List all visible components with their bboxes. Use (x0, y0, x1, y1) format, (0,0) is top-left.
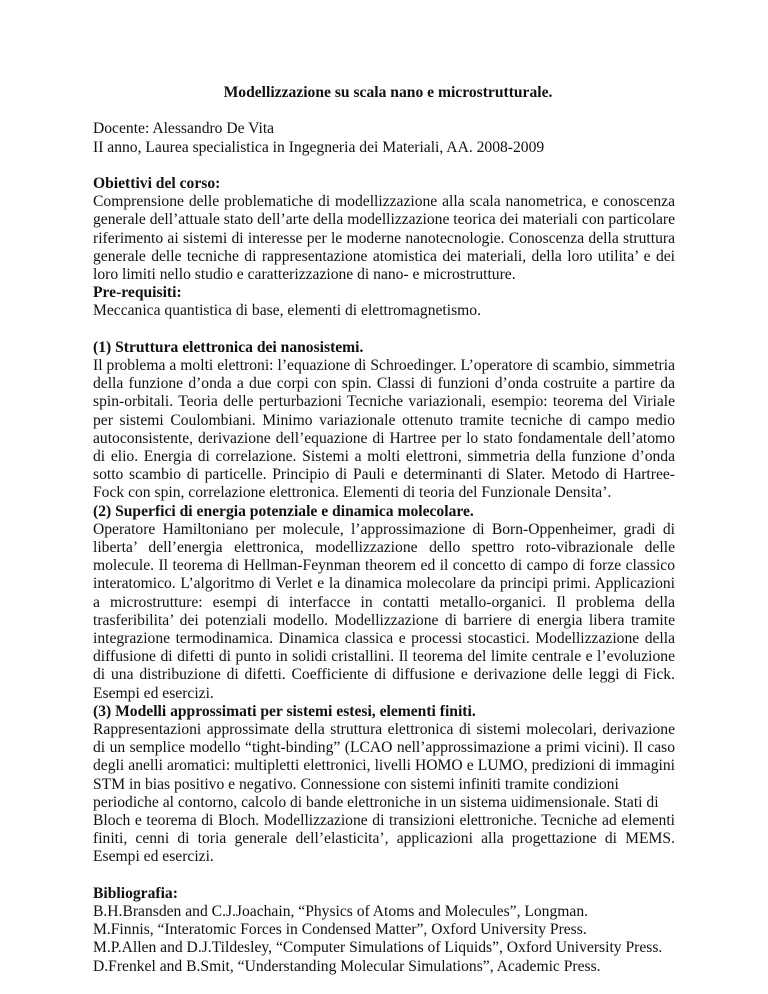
objectives-heading: Obiettivi del corso: (93, 174, 221, 192)
prerequisites-text: Meccanica quantistica di base, elementi di elettromagnetismo. (93, 302, 481, 320)
document-title: Modellizzazione su scala nano e microstrutturale. (223, 84, 553, 101)
section-3-text-c: Bloch e teorema di Bloch. Modellizzazione di transizioni elettroniche. Tecniche ad elementi finiti, cenni di toria generale dell’elasticita’, applicazioni alla progettazione di MEMS. Esempi ed esercizi. (93, 812, 675, 866)
bibliography-item: M.P.Allen and D.J.Tildesley, “Computer Simulations of Liquids”, Oxford University Press. (93, 939, 663, 957)
section-1-text: Il problema a molti elettroni: l’equazione di Schroedinger. L’operatore di scambio, simmetria della funzione d’onda a due corpi con spin. Classi di funzioni d’onda costruite a partire da spin-orbitali. Teoria delle perturbazioni Tecniche variazionali, esempio: teorema del Viriale per sistemi Coulombiani. Minimo variazionale ottenuto tramite tecniche di campo medio autoconsistente, derivazione dell’equazione di Hartree per lo stato fondamentale dell’atomo di elio. Energia di correlazione. Sistemi a molti elettroni, simmetria della funzione d’onda sotto scambio di particelle. Principio di Pauli e determinanti di Slater. Metodo di Hartree-Fock con spin, correlazione elettronica. Elementi di teoria del Funzionale Densita’. (93, 357, 675, 502)
bibliography-item: B.H.Bransden and C.J.Joachain, “Physics of Atoms and Molecules”, Longman. (93, 903, 589, 921)
prerequisites-heading: Pre-requisiti: (93, 284, 182, 302)
document-page (93, 84, 675, 976)
objectives-text: Comprensione delle problematiche di modellizzazione alla scala nanometrica, e conoscenza generale dell’attuale stato dell’arte della modellizzazione teorica dei materiali con particolare riferimento ai sistemi di interesse per le moderne nanotecnologie. Conoscenza della struttura generale delle tecniche di rappresentazione atomistica dei materiali, della loro utilita’ e dei loro limiti nello studio e caratterizzazione di nano- e microstrutture. (93, 193, 675, 283)
bibliography-item: M.Finnis, “Interatomic Forces in Condensed Matter”, Oxford University Press. (93, 921, 587, 939)
section-2-heading: (2) Superfici di energia potenziale e dinamica molecolare. (93, 502, 474, 520)
spacer (93, 321, 675, 339)
bibliography-heading: Bibliografia: (93, 884, 178, 902)
section-3-text-a: Rappresentazioni approssimate della struttura elettronica di sistemi molecolari, derivazione di un semplice modello “tight-binding” (LCAO nell’approssimazione a primi vicini). Il caso degli anelli aromatici: multipletti elettronici, livelli HOMO e LUMO, predizioni di immagini STM in bias positivo e negativo. Connessione con sistemi infiniti tramite condizioni (93, 721, 675, 793)
docente-line: Docente: Alessandro De Vita (93, 120, 275, 138)
spacer (93, 867, 675, 885)
section-2-text: Operatore Hamiltoniano per molecule, l’approssimazione di Born-Oppenheimer, gradi di liberta’ dell’energia elettronica, modellizzazione dello spettro roto-vibrazionale delle molecule. Il teorema di Hellman-Feynman theorem ed il concetto di campo di forze classico interatomico. L’algoritmo di Verlet e la dinamica molecolare da principi primi. Applicazioni a microstrutture: esempi di interfacce in contatti metallo-organici. Il problema della trasferibilita’ dei potenziali modello. Modellizzazione di barriere di energia libera tramite integrazione termodinamica. Dinamica classica e processi stocastici. Modellizzazione della diffusione di difetti di punto in solidi cristallini. Il teorema del limite centrale e l’evoluzione di una distribuzione di difetti. Coefficiente di diffusione e derivazione delle leggi di Fick. Esempi ed esercizi. (93, 520, 675, 702)
section-3-heading: (3) Modelli approssimati per sistemi estesi, elementi finiti. (93, 702, 476, 720)
section-3-text-b: periodiche al contorno, calcolo di bande elettroniche in un sistema uidimensionale. Stati di (93, 793, 659, 811)
course-year-line: II anno, Laurea specialistica in Ingegneria dei Materiali, AA. 2008-2009 (93, 138, 545, 156)
spacer (93, 157, 675, 175)
section-1-heading: (1) Struttura elettronica dei nanosistemi. (93, 338, 364, 356)
bibliography-item: D.Frenkel and B.Smit, “Understanding Molecular Simulations”, Academic Press. (93, 957, 601, 975)
